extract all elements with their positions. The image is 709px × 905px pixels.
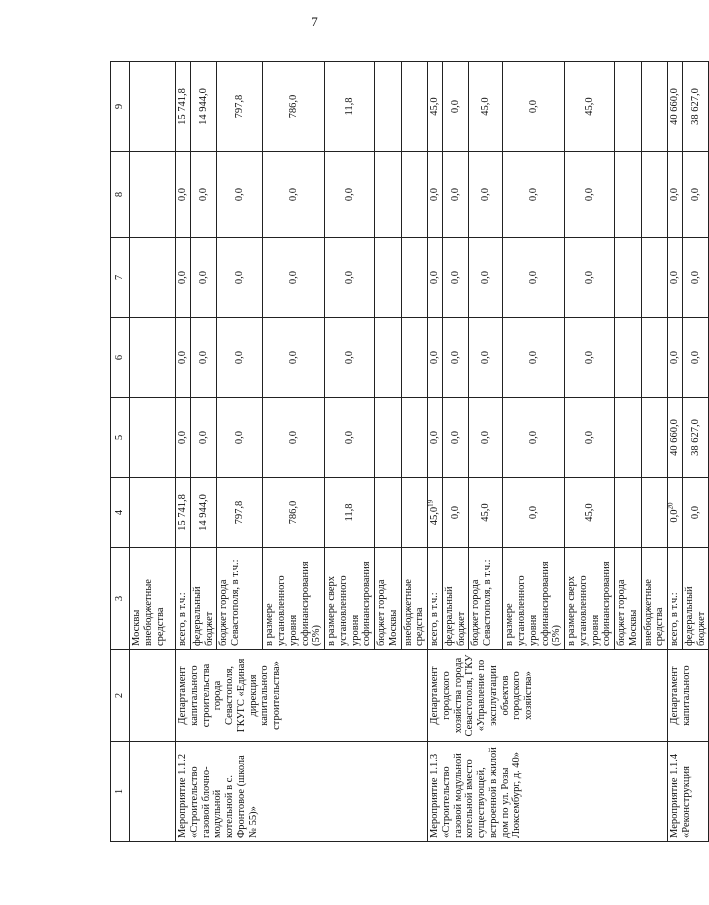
value-cell xyxy=(375,62,402,152)
value-cell: 0,0 xyxy=(176,238,191,318)
value-cell: 0,0 xyxy=(469,398,503,478)
value-cell: 40 660,0 xyxy=(668,398,683,478)
value-cell: 797,8 xyxy=(217,62,263,152)
value-cell: 14 944,0 xyxy=(190,62,217,152)
value-cell: 45,0 xyxy=(565,478,615,548)
value-cell: 45,0 xyxy=(565,62,615,152)
value-cell xyxy=(375,238,402,318)
value-cell: 0,0 xyxy=(503,398,565,478)
header-cell: 7 xyxy=(111,238,130,318)
value-cell xyxy=(615,238,642,318)
value-cell: 0,0 xyxy=(190,238,217,318)
value-cell: 0,0 xyxy=(217,152,263,238)
source-cell: бюджет города Москвы xyxy=(615,548,642,650)
source-cell: внебюджетные средства xyxy=(641,548,668,650)
value-cell: 0,0 xyxy=(469,238,503,318)
value-cell: 0,0 xyxy=(176,398,191,478)
value-cell: 0,0 xyxy=(503,152,565,238)
value-cell xyxy=(641,318,668,398)
source-cell: федеральный бюджет xyxy=(442,548,469,650)
value-cell: 0,0 xyxy=(176,152,191,238)
value-cell: 0,0 xyxy=(442,238,469,318)
source-cell: в размере установленного уровня софинансирования (5%) xyxy=(263,548,325,650)
value-cell: 0,0 xyxy=(442,478,469,548)
footnote-ref: 19 xyxy=(426,499,435,507)
value-cell: 797,8 xyxy=(217,478,263,548)
value-cell: 45,0 xyxy=(469,62,503,152)
value-cell xyxy=(641,238,668,318)
value-cell: 0,0 xyxy=(442,398,469,478)
value-cell xyxy=(641,398,668,478)
value-cell: 38 627,0 xyxy=(682,62,709,152)
value-cell: 0,0 xyxy=(217,318,263,398)
header-cell: 9 xyxy=(111,62,130,152)
value-cell xyxy=(615,398,642,478)
value-cell: 11,8 xyxy=(325,478,375,548)
value-cell: 0,0 xyxy=(565,152,615,238)
header-cell: 8 xyxy=(111,152,130,238)
value-cell xyxy=(615,478,642,548)
source-cell: бюджет города Севастополя, в т.ч.: xyxy=(469,548,503,650)
value-cell: 0,0 xyxy=(263,398,325,478)
source-cell: в размере сверх установленного уровня софинансирования xyxy=(325,548,375,650)
value-cell: 0,0 xyxy=(325,318,375,398)
source-cell: в размере установленного уровня софинансирования (5%) xyxy=(503,548,565,650)
value-cell: 0,0 xyxy=(565,318,615,398)
value-cell: 0,0 xyxy=(682,238,709,318)
value-cell: 0,0 xyxy=(442,152,469,238)
value-cell xyxy=(401,318,428,398)
value-cell: 0,0 xyxy=(176,318,191,398)
value-cell: 786,0 xyxy=(263,478,325,548)
source-cell: внебюджетные средства xyxy=(401,548,428,650)
value-cell: 0,0 xyxy=(503,318,565,398)
value-cell: 0,0 xyxy=(428,238,443,318)
value-cell xyxy=(401,478,428,548)
executor-cell: Департамент капитального xyxy=(668,650,709,742)
value-cell: 0,0 xyxy=(503,238,565,318)
value-cell: 40 660,0 xyxy=(668,62,683,152)
value-cell: 11,8 xyxy=(325,62,375,152)
source-cell: федеральный бюджет xyxy=(682,548,709,650)
value-cell xyxy=(641,152,668,238)
value-cell: 0,0 xyxy=(668,238,683,318)
value-cell: 0,0 xyxy=(469,318,503,398)
source-cell: всего, в т.ч.: xyxy=(428,548,443,650)
value-cell xyxy=(375,152,402,238)
value-cell: 0,0 xyxy=(469,152,503,238)
funding-table xyxy=(110,61,709,842)
value-cell: 786,0 xyxy=(263,62,325,152)
table-row xyxy=(176,62,191,842)
value-cell: 0,0 xyxy=(263,238,325,318)
value-cell: 0,0 xyxy=(428,318,443,398)
value-cell: 0,0 xyxy=(325,398,375,478)
value-cell: 45,0 xyxy=(469,478,503,548)
value-cell: 0,0 xyxy=(503,62,565,152)
value-cell: 0,0 xyxy=(217,238,263,318)
source-cell: федеральный бюджет xyxy=(190,548,217,650)
value-cell: 0,0 xyxy=(442,318,469,398)
source-cell: всего, в т.ч.: xyxy=(668,548,683,650)
value-cell: 0,0 xyxy=(190,318,217,398)
value-cell: 0,0 xyxy=(682,478,709,548)
value-cell xyxy=(401,62,428,152)
value-cell: 0,0 xyxy=(217,398,263,478)
value-cell: 0,0 xyxy=(565,398,615,478)
value-cell xyxy=(401,152,428,238)
source-cell: бюджет города Москвы xyxy=(375,548,402,650)
header-cell: 5 xyxy=(111,398,130,478)
footnote-ref: 20 xyxy=(666,502,675,510)
value-cell: 0,0 xyxy=(190,152,217,238)
value-cell: 0,0 xyxy=(442,62,469,152)
source-cell: всего, в т.ч.: xyxy=(176,548,191,650)
value-cell xyxy=(401,398,428,478)
table-row xyxy=(428,62,443,842)
value-cell: 0,0 xyxy=(565,238,615,318)
value-cell xyxy=(615,62,642,152)
value-cell xyxy=(641,478,668,548)
rotated-table-wrapper xyxy=(110,62,707,842)
value-cell: 0,0 xyxy=(428,398,443,478)
value-cell xyxy=(375,478,402,548)
value-cell xyxy=(401,238,428,318)
value-cell xyxy=(615,318,642,398)
value-cell: 0,0 xyxy=(503,478,565,548)
value-cell xyxy=(375,318,402,398)
value-cell: 45,0$^{19}$ xyxy=(428,478,443,548)
value-cell: 15 741,8 xyxy=(176,62,191,152)
executor-cell: Департамент капитального строительства города Севастополя, ГКУГС «Единая дирекция капитального строительства» xyxy=(176,650,428,742)
executor-cell: Департамент городского хозяйства города Севастополя, ГКУ «Управление по эксплуатации объектов городского хозяйства» xyxy=(428,650,668,742)
header-cell: 3 xyxy=(111,548,130,650)
header-cell: 6 xyxy=(111,318,130,398)
header-cell: 1 xyxy=(111,742,130,842)
value-cell: 0,0 xyxy=(682,318,709,398)
table-row xyxy=(130,62,176,842)
source-cell: в размере сверх установленного уровня софинансирования xyxy=(565,548,615,650)
header-cell: 4 xyxy=(111,478,130,548)
value-cell: 15 741,8 xyxy=(176,478,191,548)
value-cell xyxy=(615,152,642,238)
value-cell: 0,0 xyxy=(682,152,709,238)
value-cell: 0,0 xyxy=(263,318,325,398)
table-row xyxy=(668,62,683,842)
value-cell: 0,0 xyxy=(668,152,683,238)
value-cell: 0,0 xyxy=(668,318,683,398)
value-cell: 45,0 xyxy=(428,62,443,152)
value-cell xyxy=(641,62,668,152)
source-cell: Москвы внебюджетные средства xyxy=(130,548,176,650)
value-cell: 0,0 xyxy=(263,152,325,238)
value-cell: 0,0 xyxy=(325,152,375,238)
value-cell xyxy=(375,398,402,478)
measure-title: Мероприятие 1.1.4 «Реконструкция xyxy=(668,742,709,842)
value-cell: 14 944,0 xyxy=(190,478,217,548)
measure-title: Мероприятие 1.1.2 «Строительство газовой блочно-модульной котельной в с. Фронтовое (школа № 55)» xyxy=(176,742,428,842)
value-cell: 0,0 xyxy=(325,238,375,318)
measure-title: Мероприятие 1.1.3 «Строительство газовой модульной котельной вместо существующей, встроенной в жилой дом по ул. Розы Люксембург, д. 40» xyxy=(428,742,668,842)
page-number: 7 xyxy=(311,14,318,29)
value-cell: 38 627,0 xyxy=(682,398,709,478)
value-cell: 0,0 xyxy=(190,398,217,478)
header-row xyxy=(111,62,130,842)
header-cell: 2 xyxy=(111,650,130,742)
value-cell: 0,0 xyxy=(428,152,443,238)
value-cell: $0,0^{20}$ xyxy=(668,478,683,548)
source-cell: бюджет города Севастополя, в т.ч.: xyxy=(217,548,263,650)
